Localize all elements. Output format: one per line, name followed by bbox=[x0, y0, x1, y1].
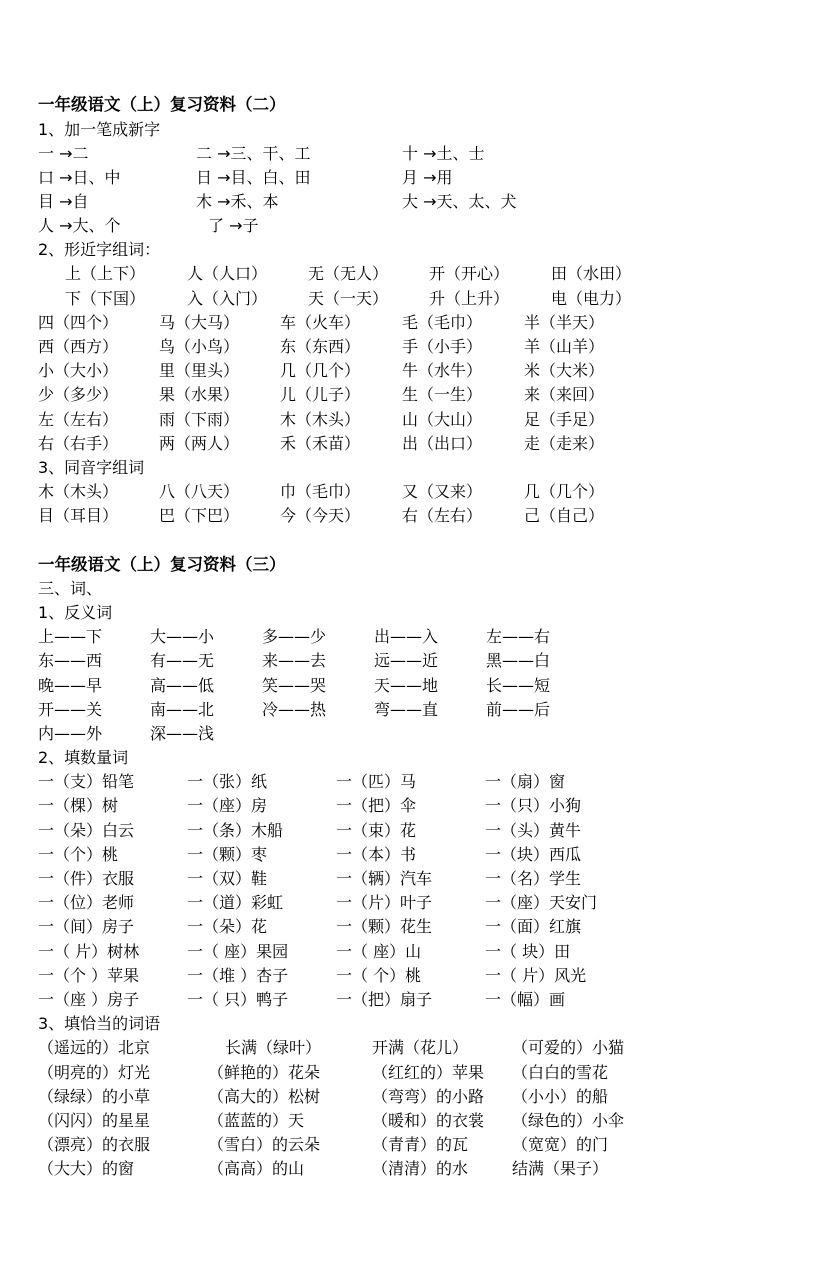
entry: 了 →子 bbox=[208, 216, 259, 235]
entry: 长满（绿叶） bbox=[225, 1038, 322, 1057]
section-heading: 3、填恰当的词语 bbox=[38, 1014, 161, 1033]
entry: 一（把）扇子 bbox=[336, 990, 433, 1009]
entry: 月 →用 bbox=[402, 168, 453, 187]
entry: 目（耳目） bbox=[38, 506, 119, 525]
entry: 一（ 个）桃 bbox=[336, 966, 422, 985]
entry: 十 →土、士 bbox=[402, 144, 485, 163]
entry: 牛（水牛） bbox=[402, 361, 483, 380]
entry: 天——地 bbox=[374, 676, 439, 695]
entry: 鸟（小鸟） bbox=[159, 337, 240, 356]
entry: 禾（禾苗） bbox=[280, 434, 361, 453]
entry: 果（水果） bbox=[159, 385, 240, 404]
entry: 弯——直 bbox=[374, 700, 439, 719]
entry: 一（间）房子 bbox=[38, 917, 135, 936]
entry: 二 →三、干、工 bbox=[196, 144, 311, 163]
entry: 来——去 bbox=[262, 651, 327, 670]
entry: （闪闪）的星星 bbox=[38, 1111, 151, 1130]
entry: （漂亮）的衣服 bbox=[38, 1135, 151, 1154]
entry: 电（电力） bbox=[551, 289, 632, 308]
entry: 几（几个） bbox=[280, 361, 361, 380]
section-heading: 3、同音字组词 bbox=[38, 458, 145, 477]
entry: 手（小手） bbox=[402, 337, 483, 356]
entry: 半（半天） bbox=[524, 313, 605, 332]
entry: 一（道）彩虹 bbox=[187, 893, 284, 912]
entry: 木（木头） bbox=[38, 482, 119, 501]
entry: 深——浅 bbox=[150, 724, 215, 743]
entry: 一（片）叶子 bbox=[336, 893, 433, 912]
entry: 少（多少） bbox=[38, 385, 119, 404]
entry: 一（块）西瓜 bbox=[485, 845, 582, 864]
entry: 一（ 块）田 bbox=[485, 942, 571, 961]
entry: 儿（儿子） bbox=[280, 385, 361, 404]
entry: 左——右 bbox=[486, 627, 551, 646]
entry: 高——低 bbox=[150, 676, 215, 695]
entry: 一（束）花 bbox=[336, 821, 417, 840]
entry: （暖和）的衣裳 bbox=[372, 1111, 485, 1130]
entry: 一（座）天安门 bbox=[485, 893, 598, 912]
entry: 一（座）房 bbox=[187, 796, 268, 815]
entry: （小小）的船 bbox=[512, 1087, 609, 1106]
entry: （蓝蓝的）天 bbox=[208, 1111, 305, 1130]
entry: 右（左右） bbox=[402, 506, 483, 525]
section-heading: 2、填数量词 bbox=[38, 748, 129, 767]
entry: 大 →天、太、犬 bbox=[402, 192, 517, 211]
entry: 左（左右） bbox=[38, 410, 119, 429]
entry: 田（水田） bbox=[551, 264, 632, 283]
entry: （明亮的）灯光 bbox=[38, 1063, 151, 1082]
entry: 走（走来） bbox=[524, 434, 605, 453]
entry: 西（西方） bbox=[38, 337, 119, 356]
entry: （雪白）的云朵 bbox=[208, 1135, 321, 1154]
entry: 一（朵）花 bbox=[187, 917, 268, 936]
entry: 一（扇）窗 bbox=[485, 772, 566, 791]
entry: 一（ 片）树林 bbox=[38, 942, 140, 961]
entry: 开满（花儿） bbox=[372, 1038, 469, 1057]
entry: 羊（山羊） bbox=[524, 337, 605, 356]
entry: 一（个 ）苹果 bbox=[38, 966, 140, 985]
entry: 一（件）衣服 bbox=[38, 869, 135, 888]
entry: 下（下国） bbox=[65, 289, 146, 308]
entry: 一（条）木船 bbox=[187, 821, 284, 840]
entry: 一（幅）画 bbox=[485, 990, 566, 1009]
entry: 一（头）黄牛 bbox=[485, 821, 582, 840]
entry: （可爱的）小猫 bbox=[512, 1038, 625, 1057]
entry: 一（ 座）山 bbox=[336, 942, 422, 961]
entry: 升（上升） bbox=[429, 289, 510, 308]
entry: 一（本）书 bbox=[336, 845, 417, 864]
entry: （清清）的水 bbox=[372, 1159, 469, 1178]
entry: 雨（下雨） bbox=[159, 410, 240, 429]
sheet2-title: 一年级语文（上）复习资料（二） bbox=[38, 95, 286, 114]
entry: 生（一生） bbox=[402, 385, 483, 404]
entry: 一（个）桃 bbox=[38, 845, 119, 864]
entry: 巴（下巴） bbox=[159, 506, 240, 525]
entry: 一（面）红旗 bbox=[485, 917, 582, 936]
entry: （高大的）松树 bbox=[208, 1087, 321, 1106]
section-heading: 2、形近字组词： bbox=[38, 240, 161, 259]
sheet3-title: 一年级语文（上）复习资料（三） bbox=[38, 555, 286, 574]
entry: （白白的雪花 bbox=[512, 1063, 609, 1082]
entry: 上（上下） bbox=[65, 264, 146, 283]
entry: 马（大马） bbox=[159, 313, 240, 332]
entry: 晚——早 bbox=[38, 676, 103, 695]
entry: 开——关 bbox=[38, 700, 103, 719]
entry: 今（今天） bbox=[280, 506, 361, 525]
entry: 无（无人） bbox=[308, 264, 389, 283]
entry: 一（ 片）风光 bbox=[485, 966, 587, 985]
entry: 一（只）小狗 bbox=[485, 796, 582, 815]
entry: 一（ 座）果园 bbox=[187, 942, 289, 961]
entry: （遥远的）北京 bbox=[38, 1038, 151, 1057]
entry: 东（东西） bbox=[280, 337, 361, 356]
entry: 一（支）铅笔 bbox=[38, 772, 135, 791]
entry: 出——入 bbox=[374, 627, 439, 646]
entry: 八（八天） bbox=[159, 482, 240, 501]
entry: 几（几个） bbox=[524, 482, 605, 501]
entry: 内——外 bbox=[38, 724, 103, 743]
entry: （高高）的山 bbox=[208, 1159, 305, 1178]
entry: 一（堆 ）杏子 bbox=[187, 966, 289, 985]
entry: 一（把）伞 bbox=[336, 796, 417, 815]
entry: 冷——热 bbox=[262, 700, 327, 719]
entry: （青青）的瓦 bbox=[372, 1135, 469, 1154]
entry: （大大）的窗 bbox=[38, 1159, 135, 1178]
entry: 前——后 bbox=[486, 700, 551, 719]
entry: 里（里头） bbox=[159, 361, 240, 380]
entry: （宽宽）的门 bbox=[512, 1135, 609, 1154]
entry: （鲜艳的）花朵 bbox=[208, 1063, 321, 1082]
entry: 远——近 bbox=[374, 651, 439, 670]
entry: 人（人口） bbox=[187, 264, 268, 283]
entry: 开（开心） bbox=[429, 264, 510, 283]
entry: 大——小 bbox=[150, 627, 215, 646]
entry: 来（来回） bbox=[524, 385, 605, 404]
entry: （红红的）苹果 bbox=[372, 1063, 485, 1082]
entry: 出（出口） bbox=[402, 434, 483, 453]
entry: 一（棵）树 bbox=[38, 796, 119, 815]
entry: 木 →禾、本 bbox=[196, 192, 279, 211]
entry: 有——无 bbox=[150, 651, 215, 670]
entry: 日 →目、白、田 bbox=[196, 168, 311, 187]
entry: 一（双）鞋 bbox=[187, 869, 268, 888]
entry: 黑——白 bbox=[486, 651, 551, 670]
entry: 天（一天） bbox=[308, 289, 389, 308]
entry: 己（自己） bbox=[524, 506, 605, 525]
entry: 口 →日、中 bbox=[38, 168, 121, 187]
entry: 上——下 bbox=[38, 627, 103, 646]
entry: 一（朵）白云 bbox=[38, 821, 135, 840]
entry: 一 →二 bbox=[38, 144, 89, 163]
entry: 多——少 bbox=[262, 627, 327, 646]
entry: 两（两人） bbox=[159, 434, 240, 453]
entry: 小（大小） bbox=[38, 361, 119, 380]
entry: 山（大山） bbox=[402, 410, 483, 429]
entry: （绿绿）的小草 bbox=[38, 1087, 151, 1106]
entry: 一（辆）汽车 bbox=[336, 869, 433, 888]
section-heading: 1、反义词 bbox=[38, 603, 113, 622]
entry: 木（木头） bbox=[280, 410, 361, 429]
section-heading: 三、词、 bbox=[38, 579, 103, 598]
entry: 四（四个） bbox=[38, 313, 119, 332]
entry: 足（手足） bbox=[524, 410, 605, 429]
entry: 目 →自 bbox=[38, 192, 89, 211]
entry: 一（座 ）房子 bbox=[38, 990, 140, 1009]
entry: （绿色的）小伞 bbox=[512, 1111, 625, 1130]
entry: （弯弯）的小路 bbox=[372, 1087, 485, 1106]
entry: 一（名）学生 bbox=[485, 869, 582, 888]
entry: 巾（毛巾） bbox=[280, 482, 361, 501]
entry: 一（匹）马 bbox=[336, 772, 417, 791]
entry: 人 →大、个 bbox=[38, 216, 121, 235]
entry: 一（ 只）鸭子 bbox=[187, 990, 289, 1009]
entry: 一（颗）花生 bbox=[336, 917, 433, 936]
entry: 笑——哭 bbox=[262, 676, 327, 695]
entry: 一（位）老师 bbox=[38, 893, 135, 912]
entry: 一（张）纸 bbox=[187, 772, 268, 791]
entry: 车（火车） bbox=[280, 313, 361, 332]
entry: 南——北 bbox=[150, 700, 215, 719]
entry: 米（大米） bbox=[524, 361, 605, 380]
entry: 一（颗）枣 bbox=[187, 845, 268, 864]
entry: 结满（果子） bbox=[512, 1159, 609, 1178]
entry: 右（右手） bbox=[38, 434, 119, 453]
entry: 又（又来） bbox=[402, 482, 483, 501]
entry: 入（入门） bbox=[187, 289, 268, 308]
entry: 毛（毛巾） bbox=[402, 313, 483, 332]
section-heading: 1、加一笔成新字 bbox=[38, 120, 161, 139]
entry: 东——西 bbox=[38, 651, 103, 670]
entry: 长——短 bbox=[486, 676, 551, 695]
